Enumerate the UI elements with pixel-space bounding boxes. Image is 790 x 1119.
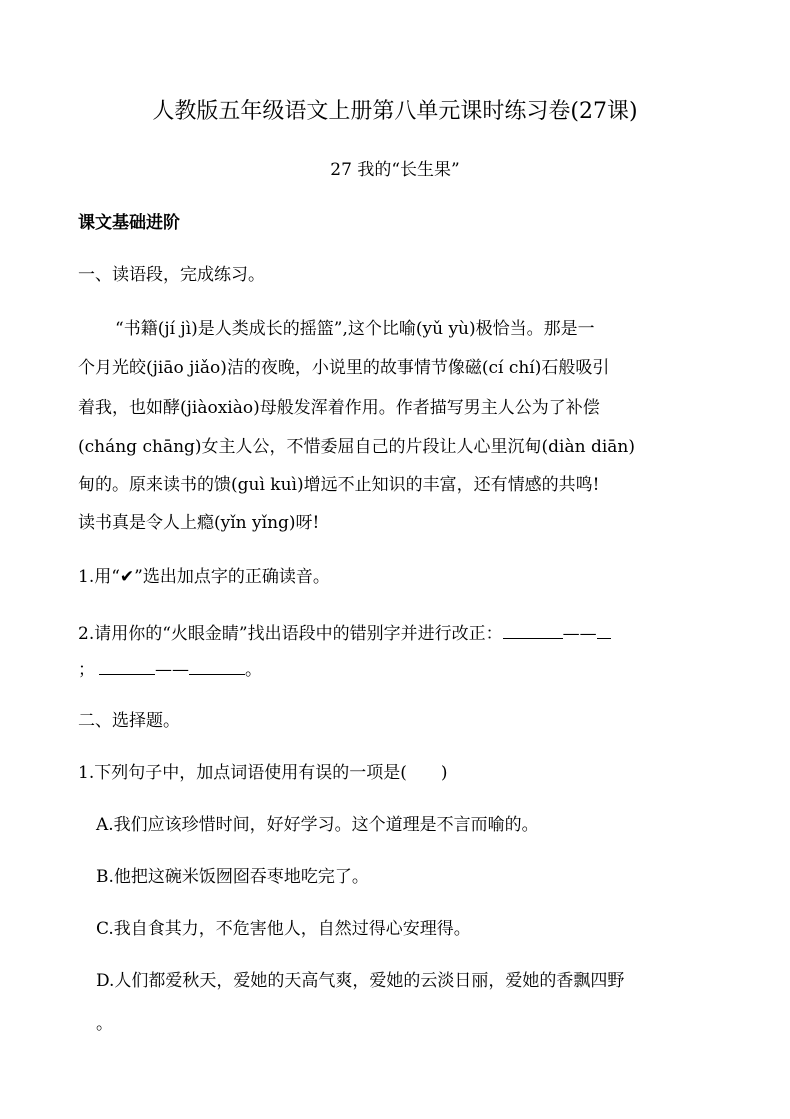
dash: —— bbox=[155, 660, 189, 680]
lesson-subtitle: 27 我的“长生果” bbox=[330, 160, 460, 180]
part1-heading: 一、读语段，完成练习。 bbox=[78, 265, 265, 285]
option-c: C.我自食其力，不危害他人，自然过得心安理得。 bbox=[96, 919, 471, 939]
question-1-2-text: 2.请用你的“火眼金睛”找出语段中的错别字并进行改正： bbox=[78, 624, 503, 644]
answer-blank-correct-2[interactable] bbox=[189, 656, 245, 675]
answer-blank-correct-1[interactable] bbox=[597, 620, 611, 639]
answer-blank-wrong-1[interactable] bbox=[503, 620, 563, 639]
semicolon: ； bbox=[78, 660, 95, 680]
passage-line: 读书真是令人上瘾(yǐn yǐng)呀! bbox=[78, 513, 320, 533]
question-1-1: 1.用“✔”选出加点字的正确读音。 bbox=[78, 567, 330, 587]
passage-line: 甸的。原来读书的馈(guì kuì)增远不止知识的丰富，还有情感的共鸣! bbox=[78, 475, 600, 495]
dash: —— bbox=[562, 624, 597, 644]
section-header: 课文基础进阶 bbox=[78, 213, 180, 233]
option-b: B.他把这碗米饭囫囵吞枣地吃完了。 bbox=[96, 867, 369, 887]
passage-line: 个月光皎(jiāo jiǎo)洁的夜晚，小说里的故事情节像磁(cí chí)石般吸引 bbox=[78, 358, 610, 378]
option-d-tail: 。 bbox=[96, 1014, 113, 1034]
page-title: 人教版五年级语文上册第八单元课时练习卷(27课) bbox=[152, 99, 638, 124]
part2-heading: 二、选择题。 bbox=[78, 711, 180, 731]
question-2-1: 1.下列句子中，加点词语使用有误的一项是( ) bbox=[78, 763, 448, 783]
option-d: D.人们都爱秋天，爱她的天高气爽，爱她的云淡日丽，爱她的香飘四野 bbox=[96, 971, 625, 991]
question-1-2-cont bbox=[78, 656, 262, 682]
passage-line: 着我，也如酵(jiàoxiào)母般发浑着作用。作者描写男主人公为了补偿 bbox=[78, 398, 600, 418]
period: 。 bbox=[245, 660, 262, 680]
passage-line: (cháng chāng)女主人公，不惜委屈自己的片段让人心里沉甸(diàn diān) bbox=[78, 437, 636, 457]
passage-line: “书籍(jí jì)是人类成长的摇篮”,这个比喻(yǔ yù)极恰当。那是一 bbox=[115, 319, 595, 339]
answer-blank-wrong-2[interactable] bbox=[99, 656, 155, 675]
question-1-2 bbox=[78, 620, 611, 646]
option-a: A.我们应该珍惜时间，好好学习。这个道理是不言而喻的。 bbox=[96, 815, 539, 835]
